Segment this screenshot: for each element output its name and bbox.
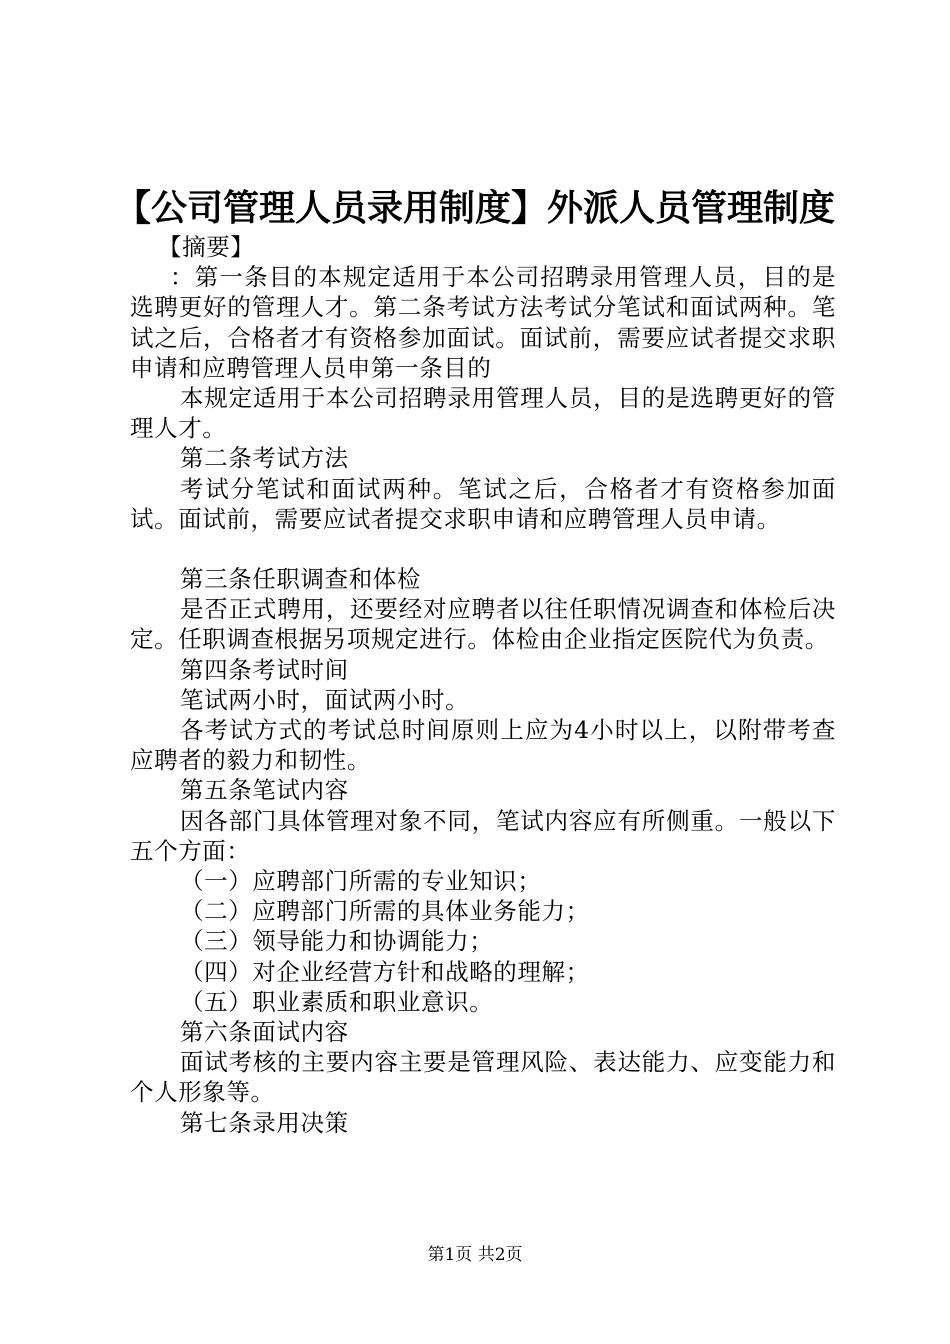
paragraph: 面试考核的主要内容主要是管理风险、表达能力、应变能力和个人形象等。 — [130, 1048, 836, 1107]
paragraph: 是否正式聘用，还要经对应聘者以往任职情况调查和体检后决定。任职调查根据另项规定进行。体检由企业指定医院代为负责。 — [130, 595, 836, 654]
article-heading: 第七条录用决策 — [180, 1108, 349, 1137]
article-heading: 第二条考试方法 — [180, 444, 349, 473]
document-title: 【公司管理人员录用制度】外派人员管理制度 — [114, 187, 835, 229]
list-item: （二）应聘部门所需的具体业务能力； — [180, 897, 590, 926]
page-footer: 第1页 共2页 — [427, 1245, 523, 1265]
paragraph: 因各部门具体管理对象不同，笔试内容应有所侧重。一般以下五个方面： — [130, 806, 836, 865]
list-item: （一）应聘部门所需的专业知识； — [180, 867, 542, 896]
paragraph: 笔试两小时，面试两小时。 — [180, 685, 470, 714]
paragraph: 考试分笔试和面试两种。笔试之后，合格者才有资格参加面试。面试前，需要应试者提交求职申请和应聘管理人员申请。 — [130, 474, 836, 533]
list-item: （四）对企业经营方针和战略的理解； — [180, 957, 590, 986]
list-item: （五）职业素质和职业意识。 — [180, 987, 494, 1016]
document-body — [130, 232, 836, 1138]
summary-text: ：第一条目的本规定适用于本公司招聘录用管理人员，目的是选聘更好的管理人才。第二条考试方法考试分笔试和面试两种。笔试之后，合格者才有资格参加面试。面试前，需要应试者提交求职申请和应聘管理人员申第一条目的 — [130, 263, 836, 382]
article-heading: 第五条笔试内容 — [180, 776, 349, 805]
article-heading: 第三条任职调查和体检 — [180, 565, 421, 594]
paragraph: 本规定适用于本公司招聘录用管理人员，目的是选聘更好的管理人才。 — [130, 384, 836, 443]
list-item: （三）领导能力和协调能力； — [180, 927, 494, 956]
paragraph: 各考试方式的考试总时间原则上应为4小时以上，以附带考查应聘者的毅力和韧性。 — [130, 716, 836, 775]
article-heading: 第六条面试内容 — [180, 1018, 349, 1047]
article-heading: 第四条考试时间 — [180, 655, 349, 684]
summary-heading: 【摘要】 — [158, 233, 255, 261]
